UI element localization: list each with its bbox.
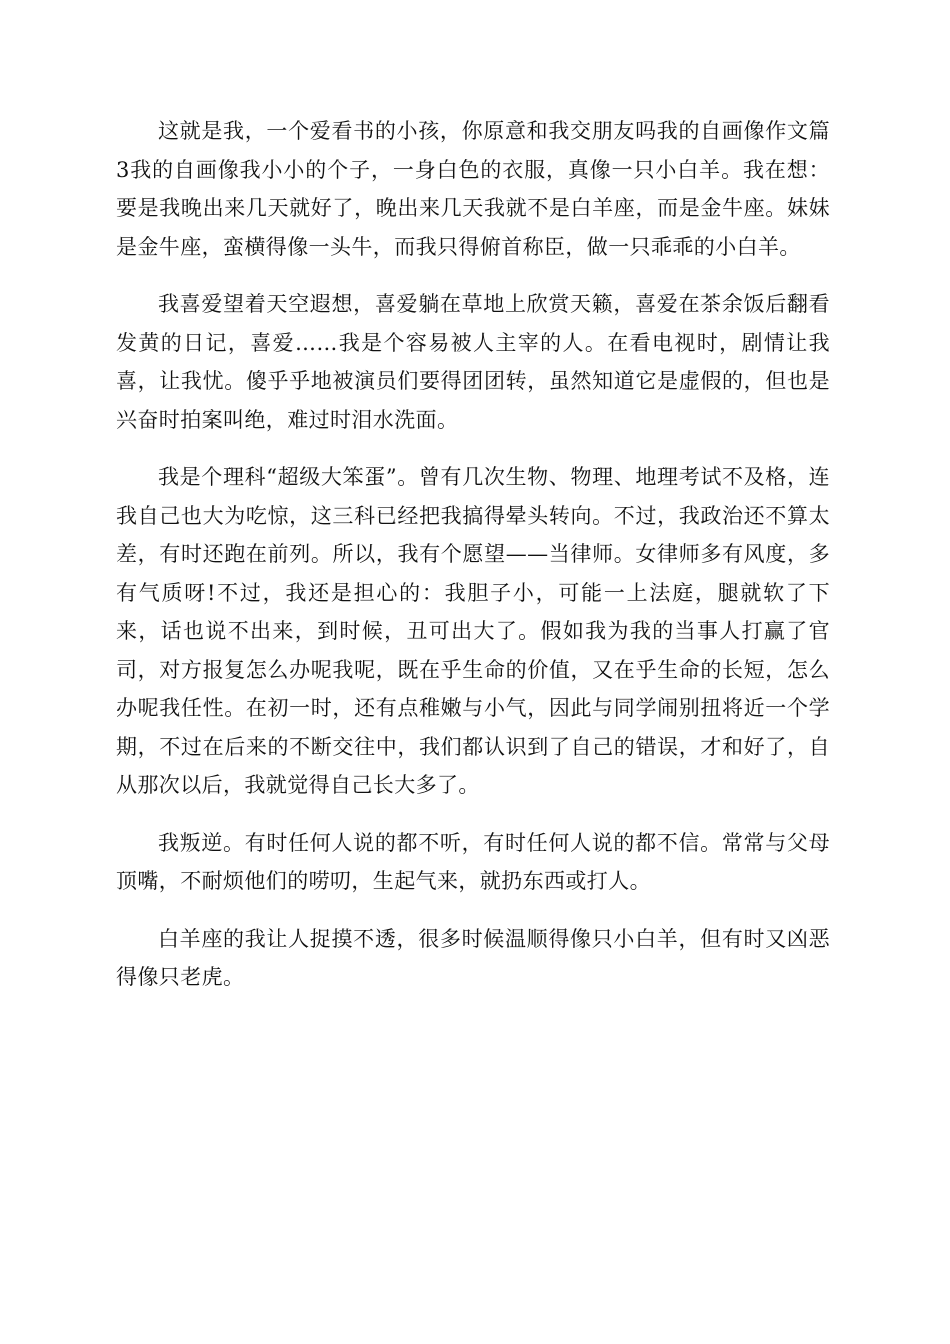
- paragraph-1: 这就是我，一个爱看书的小孩，你原意和我交朋友吗我的自画像作文篇3我的自画像我小小的个子，一身白色的衣服，真像一只小白羊。我在想：要是我晚出来几天就好了，晚出来几天我就不是白羊座，而是金牛座。妹妹是金牛座，蛮横得像一头牛，而我只得俯首称臣，做一只乖乖的小白羊。: [116, 119, 830, 259]
- paragraph-2: 我喜爱望着天空遐想，喜爱躺在草地上欣赏天籁，喜爱在茶余饭后翻看发黄的日记，喜爱……我是个容易被人主宰的人。在看电视时，剧情让我喜，让我忧。傻乎乎地被演员们要得团团转，虽然知道它是虚假的，但也是兴奋时拍案叫绝，难过时泪水洗面。: [116, 292, 830, 432]
- paragraph-3: 我是个理科“超级大笨蛋”。曾有几次生物、物理、地理考试不及格，连我自己也大为吃惊，这三科已经把我搞得晕头转向。不过，我政治还不算太差，有时还跑在前列。所以，我有个愿望——当律师。女律师多有风度，多有气质呀!不过，我还是担心的：我胆子小，可能一上法庭，腿就软了下来，话也说不出来，到时候，丑可出大了。假如我为我的当事人打赢了官司，对方报复怎么办呢我呢，既在乎生命的价值，又在乎生命的长短，怎么办呢我任性。在初一时，还有点稚嫩与小气，因此与同学闹别扭将近一个学期，不过在后来的不断交往中，我们都认识到了自己的错误，才和好了，自从那次以后，我就觉得自己长大多了。: [116, 465, 830, 797]
- paragraph-5: 白羊座的我让人捉摸不透，很多时候温顺得像只小白羊，但有时又凶恶得像只老虎。: [116, 926, 830, 989]
- document-body: [116, 112, 830, 1016]
- paragraph-4: 我叛逆。有时任何人说的都不听，有时任何人说的都不信。常常与父母顶嘴，不耐烦他们的唠叨，生起气来，就扔东西或打人。: [116, 830, 830, 893]
